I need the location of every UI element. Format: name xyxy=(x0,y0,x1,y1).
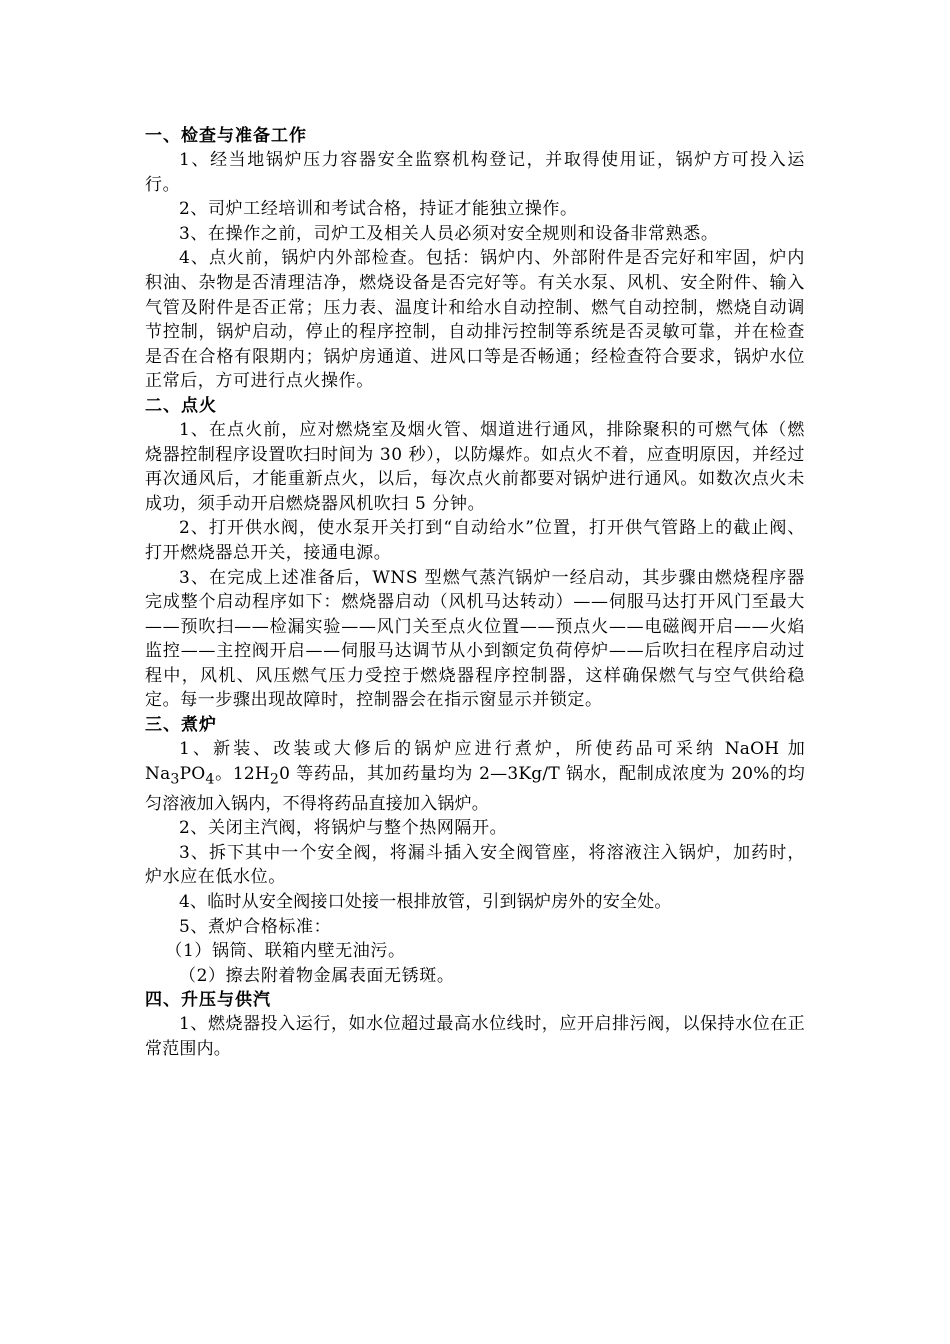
text-segment: 1、新装、改装或大修后的锅炉应进行煮炉，所使药品可采纳 NaOH 加 Na xyxy=(145,739,805,784)
paragraph: 3、在完成上述准备后，WNS 型燃气蒸汽锅炉一经启动，其步骤由燃烧程序器完成整个启动程序如下：燃烧器启动（风机马达转动）——伺服马达打开风门至最大——预吹扫——检漏实验——风门关至点火位置——预点火——电磁阀开启——火焰监控——主控阀开启——伺服马达调节从小到额定负荷停炉——后吹扫在程序启动过程中，风机、风压燃气压力受控于燃烧器程序控制器，这样确保燃气与空气供给稳定。每一步骤出现故障时，控制器会在指示窗显示并锁定。 xyxy=(145,567,805,711)
section-heading-pressure-steam: 四、升压与供汽 xyxy=(145,990,271,1011)
subscript: 3 xyxy=(170,771,180,788)
text-segment: PO xyxy=(179,763,206,784)
paragraph: 1、在点火前，应对燃烧室及烟火管、烟道进行通风，排除聚积的可燃气体（燃烧器控制程序设置吹扫时间为 30 秒），以防爆炸。如点火不着，应查明原因，并经过再次通风后，才能重新点火，以后，每次点火前都要对锅炉进行通风。如数次点火未成功，须手动开启燃烧器风机吹扫 5 分钟。 xyxy=(145,419,805,514)
section-heading-boiling-out: 三、煮炉 xyxy=(145,715,217,736)
paragraph-chemical-formula xyxy=(145,737,805,816)
text-segment: 0 等药品，其加药量均为 2—3Kg/T 锅水，配制成浓度为 20%的均匀溶液加入锅内，不得将药品直接加入锅炉。 xyxy=(145,763,805,814)
text-segment: 。12H xyxy=(214,763,270,784)
paragraph: 3、拆下其中一个安全阀，将漏斗插入安全阀管座，将溶液注入锅炉，加药时，炉水应在低水位。 xyxy=(145,842,805,888)
paragraph: 4、临时从安全阀接口处接一根排放管，引到锅炉房外的安全处。 xyxy=(179,892,672,913)
paragraph: 3、在操作之前，司炉工及相关人员必须对安全规则和设备非常熟悉。 xyxy=(179,223,719,244)
section-heading-inspection: 一、检查与准备工作 xyxy=(145,126,307,146)
paragraph: 5、煮炉合格标准： xyxy=(179,916,332,937)
document-page xyxy=(145,124,805,1062)
paragraph: 2、关闭主汽阀，将锅炉与整个热网隔开。 xyxy=(179,818,508,839)
sub-item: （1）锅筒、联箱内壁无油污。 xyxy=(165,941,406,962)
subscript: 2 xyxy=(269,771,280,788)
paragraph: 1、经当地锅炉压力容器安全监察机构登记，并取得使用证，锅炉方可投入运行。 xyxy=(145,150,805,195)
paragraph: 4、点火前，锅炉内外部检查。包括：锅炉内、外部附件是否完好和牢固，炉内积油、杂物是否清理洁净，燃烧设备是否完好等。有关水泵、风机、安全附件、输入气管及附件是否正常；压力表、温度计和给水自动控制、燃气自动控制，燃烧自动调节控制，锅炉启动，停止的程序控制，自动排污控制等系统是否灵敏可靠，并在检查是否在合格有限期内；锅炉房通道、进风口等是否畅通；经检查符合要求，锅炉水位正常后，方可进行点火操作。 xyxy=(145,248,805,392)
section-heading-ignition: 二、点火 xyxy=(145,395,217,416)
subscript: 4 xyxy=(205,771,215,788)
paragraph: 2、司炉工经培训和考试合格，持证才能独立操作。 xyxy=(179,199,578,220)
paragraph: 1、燃烧器投入运行，如水位超过最高水位线时，应开启排污阀，以保持水位在正常范围内。 xyxy=(145,1014,805,1059)
paragraph: 2、打开供水阀，使水泵开关打到“自动给水”位置，打开供气管路上的截止阀、打开燃烧器总开关，接通电源。 xyxy=(145,518,805,563)
sub-item: （2）擦去附着物金属表面无锈斑。 xyxy=(179,965,455,986)
